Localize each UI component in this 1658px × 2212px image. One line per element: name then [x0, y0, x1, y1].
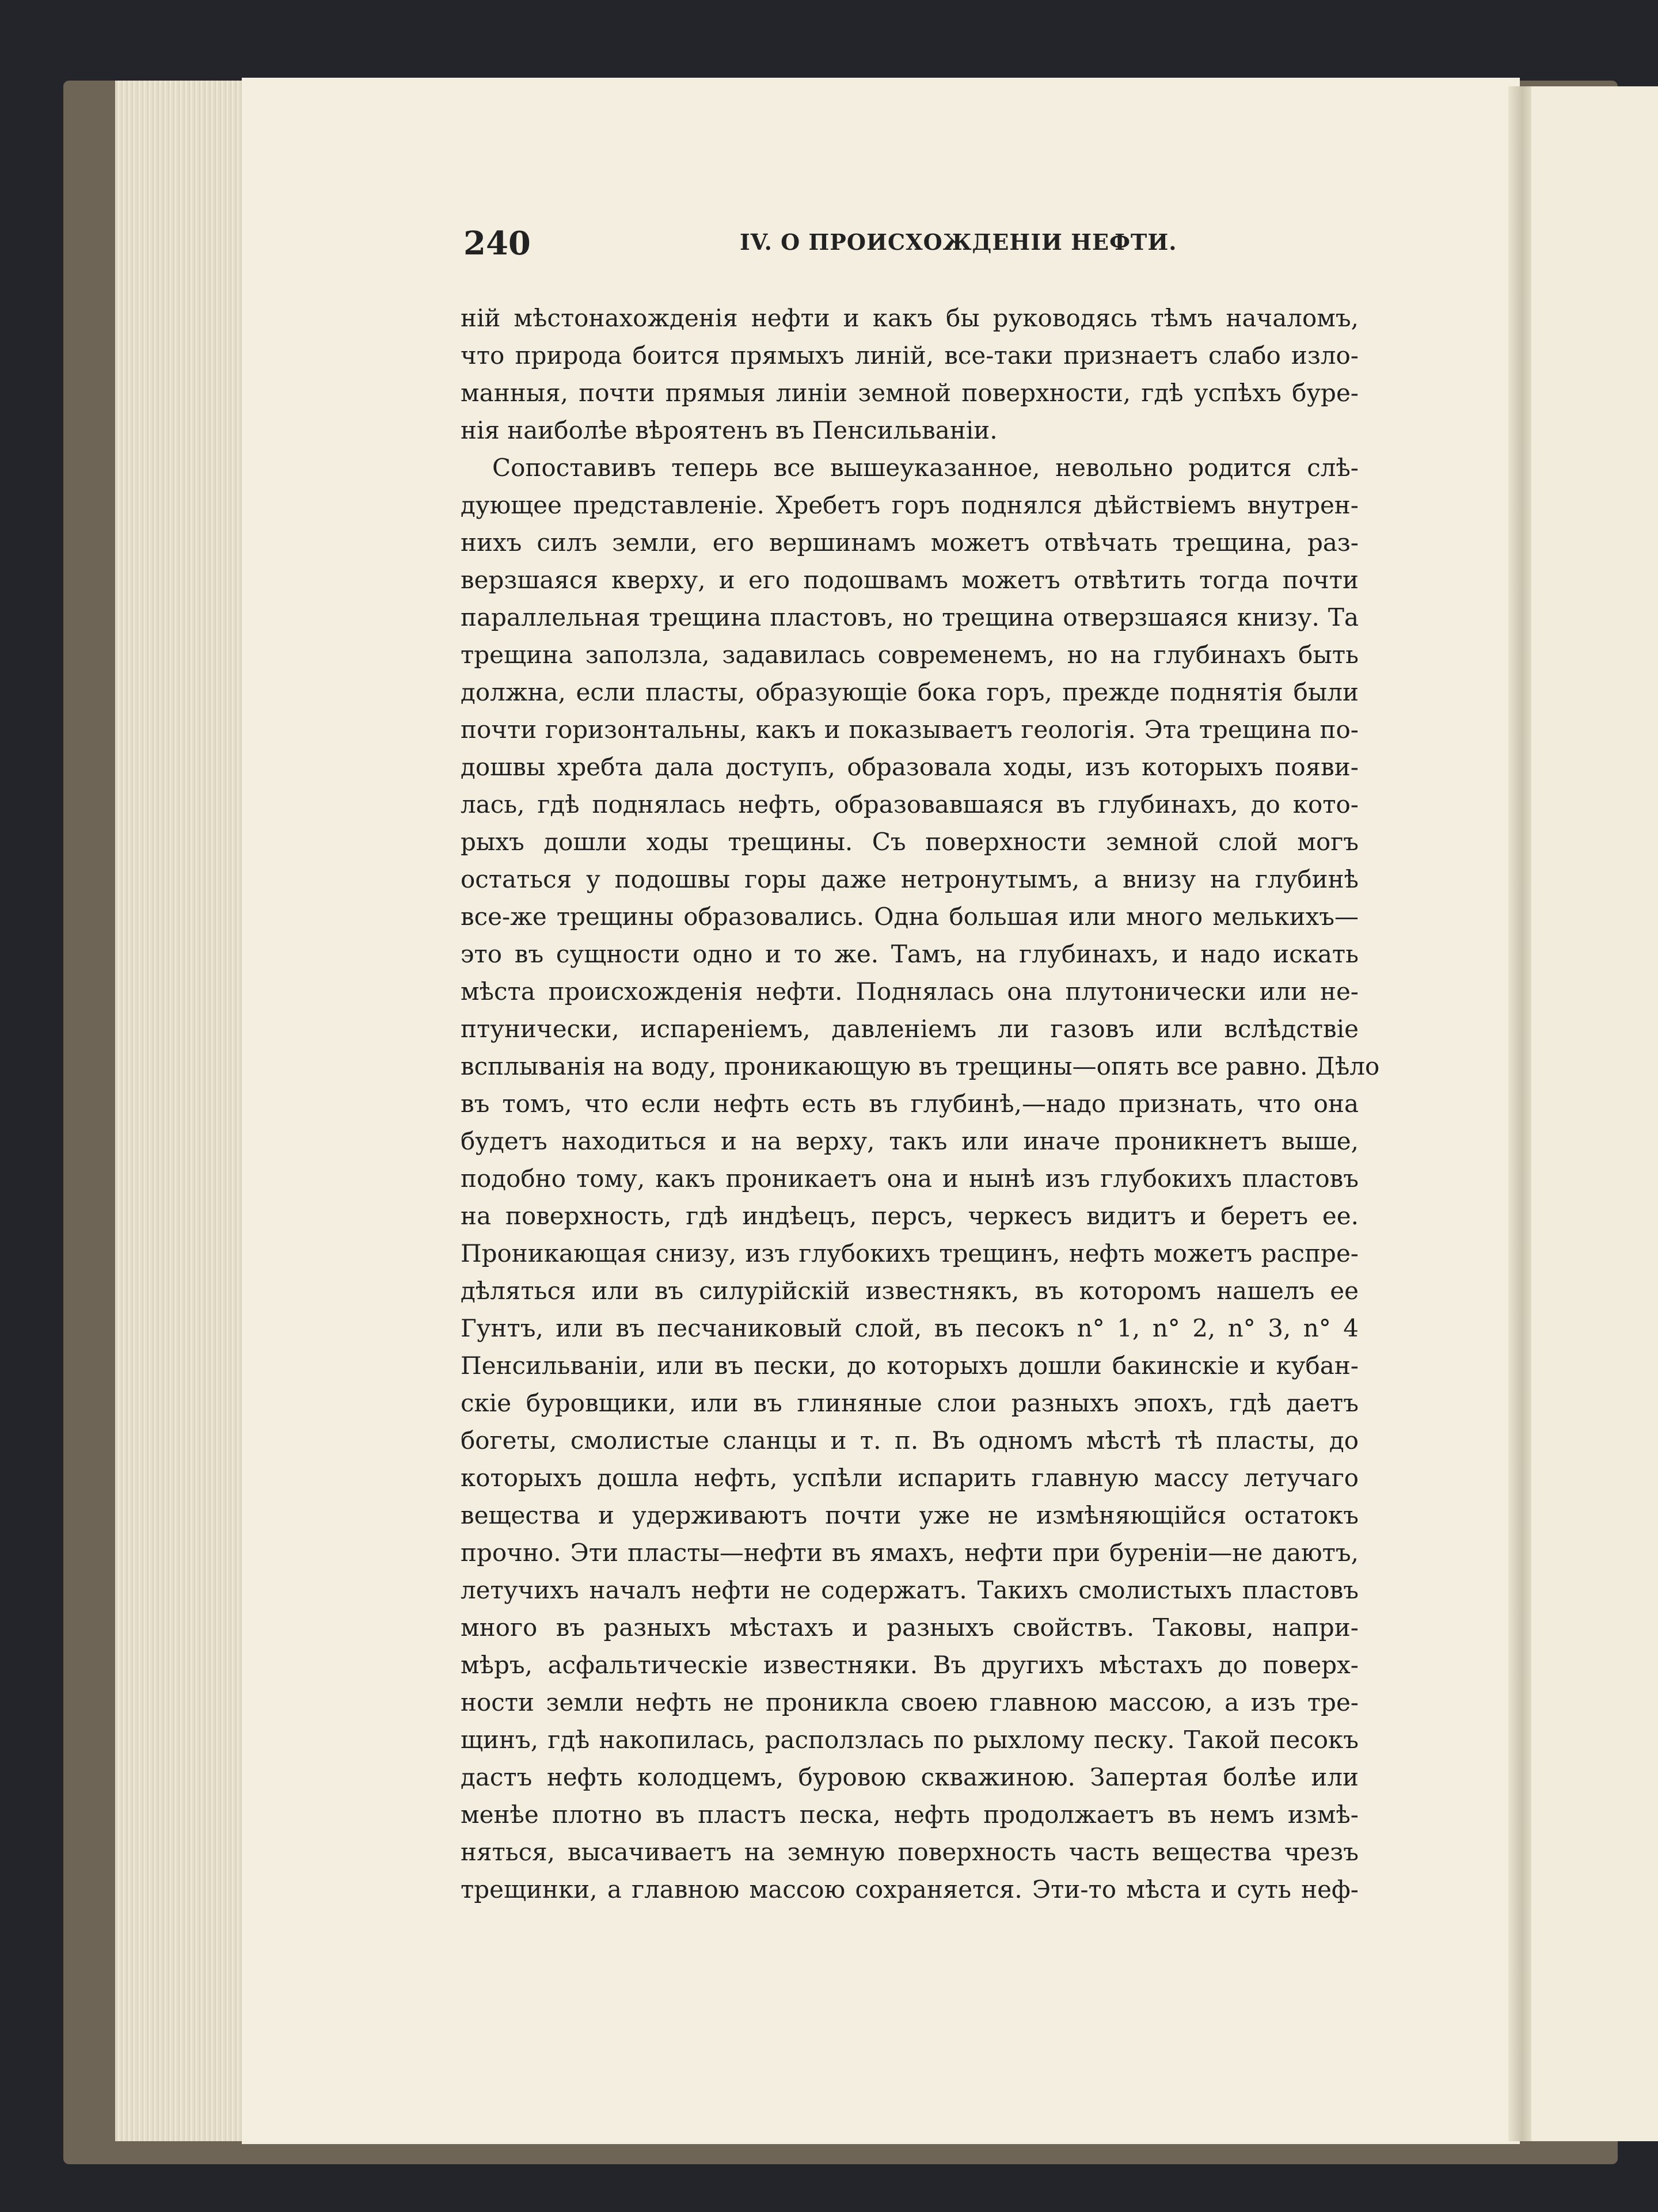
- text-line: лась, гдѣ поднялась нефть, образовавшаяся въ глубинахъ, до кото-: [461, 790, 1359, 818]
- text-line: дѣляться или въ силурійскій известнякъ, въ которомъ нашелъ ее: [461, 1277, 1359, 1305]
- text-line: дастъ нефть колодцемъ, буровою скважиною. Запертая болѣе или: [461, 1763, 1359, 1791]
- text-line: манныя, почти прямыя линіи земной поверхности, гдѣ успѣхъ буре-: [461, 379, 1359, 407]
- text-line: это въ сущности одно и то же. Тамъ, на глубинахъ, и надо искать: [461, 940, 1359, 968]
- text-line: нія наиболѣе вѣроятенъ въ Пенсильваніи.: [461, 416, 998, 444]
- text-line: дошвы хребта дала доступъ, образовала ходы, изъ которыхъ появи-: [461, 753, 1359, 781]
- text-line: скіе буровщики, или въ глиняные слои разныхъ эпохъ, гдѣ даетъ: [461, 1389, 1359, 1417]
- book-gutter: [1508, 86, 1531, 2141]
- running-title: IV. О ПРОИСХОЖДЕНІИ НЕФТИ.: [740, 229, 1177, 255]
- text-line: остаться у подошвы горы даже нетронутымъ, а внизу на глубинѣ: [461, 865, 1359, 893]
- page-header: [463, 224, 1367, 271]
- text-line: дующее представленіе. Хребетъ горъ поднялся дѣйствіемъ внутрен-: [461, 491, 1359, 519]
- text-line: на поверхность, гдѣ индѣецъ, персъ, черкесъ видитъ и беретъ ее.: [461, 1202, 1359, 1230]
- text-line: ности земли нефть не проникла своею главною массою, а изъ тре-: [461, 1688, 1359, 1716]
- text-line: въ томъ, что если нефть есть въ глубинѣ,—надо признать, что она: [461, 1090, 1359, 1118]
- text-line: должна, если пласты, образующіе бока горъ, прежде поднятія были: [461, 678, 1359, 706]
- text-line: параллельная трещина пластовъ, но трещина отверзшаяся книзу. Та: [461, 603, 1359, 631]
- text-line: что природа боится прямыхъ линій, все-таки признаетъ слабо изло-: [461, 341, 1359, 370]
- text-line: прочно. Эти пласты—нефти въ ямахъ, нефти при буреніи—не даютъ,: [461, 1539, 1359, 1567]
- text-line: Проникающая снизу, изъ глубокихъ трещинъ, нефть можетъ распре-: [461, 1239, 1359, 1267]
- text-line: будетъ находиться и на верху, такъ или иначе проникнетъ выше,: [461, 1127, 1359, 1155]
- body-text: [461, 299, 1380, 1908]
- text-line: все-же трещины образовались. Одна большая или много мелькихъ—: [461, 903, 1359, 931]
- text-line: Сопоставивъ теперь все вышеуказанное, невольно родится слѣ-: [492, 454, 1359, 482]
- text-line: Пенсильваніи, или въ пески, до которыхъ дошли бакинскіе и кубан-: [461, 1351, 1359, 1380]
- text-line: мѣръ, асфальтическіе известняки. Въ другихъ мѣстахъ до поверх-: [461, 1651, 1359, 1679]
- text-line: Гунтъ, или въ песчаниковый слой, въ песокъ n° 1, n° 2, n° 3, n° 4: [461, 1314, 1359, 1342]
- text-line: щинъ, гдѣ накопилась, расползлась по рыхлому песку. Такой песокъ: [461, 1726, 1359, 1754]
- text-line: верзшаяся кверху, и его подошвамъ можетъ отвѣтить тогда почти: [461, 566, 1359, 594]
- text-line: почти горизонтальны, какъ и показываетъ геологія. Эта трещина по-: [461, 715, 1359, 744]
- text-line: мѣста происхожденія нефти. Поднялась она плутонически или не-: [461, 977, 1359, 1006]
- text-line: вещества и удерживаютъ почти уже не измѣняющійся остатокъ: [461, 1501, 1359, 1529]
- text-line: всплыванія на воду, проникающую въ трещины—опять все равно. Дѣло: [461, 1052, 1380, 1080]
- text-line: трещина заползла, задавилась современемъ, но на глубинахъ быть: [461, 641, 1359, 669]
- facing-page: [1531, 86, 1658, 2141]
- text-line: няться, высачиваетъ на земную поверхность часть вещества чрезъ: [461, 1838, 1359, 1866]
- text-line: много въ разныхъ мѣстахъ и разныхъ свойствъ. Таковы, напри-: [461, 1613, 1359, 1642]
- text-line: трещинки, а главною массою сохраняется. Эти-то мѣста и суть неф-: [461, 1875, 1359, 1903]
- page-edges: [115, 81, 253, 2141]
- text-line: подобно тому, какъ проникаетъ она и нынѣ изъ глубокихъ пластовъ: [461, 1164, 1359, 1193]
- text-line: рыхъ дошли ходы трещины. Съ поверхности земной слой могъ: [461, 828, 1359, 856]
- text-line: нихъ силъ земли, его вершинамъ можетъ отвѣчать трещина, раз-: [461, 528, 1359, 557]
- text-line: менѣе плотно въ пластъ песка, нефть продолжаетъ въ немъ измѣ-: [461, 1800, 1359, 1829]
- text-line: птунически, испареніемъ, давленіемъ ли газовъ или вслѣдствіе: [461, 1015, 1359, 1043]
- text-line: летучихъ началъ нефти не содержатъ. Такихъ смолистыхъ пластовъ: [461, 1576, 1359, 1604]
- page-number: 240: [463, 224, 531, 262]
- text-line: ній мѣстонахожденія нефти и какъ бы руководясь тѣмъ началомъ,: [461, 304, 1359, 332]
- text-line: богеты, смолистые сланцы и т. п. Въ одномъ мѣстѣ тѣ пласты, до: [461, 1426, 1359, 1455]
- text-line: которыхъ дошла нефть, успѣли испарить главную массу летучаго: [461, 1464, 1359, 1492]
